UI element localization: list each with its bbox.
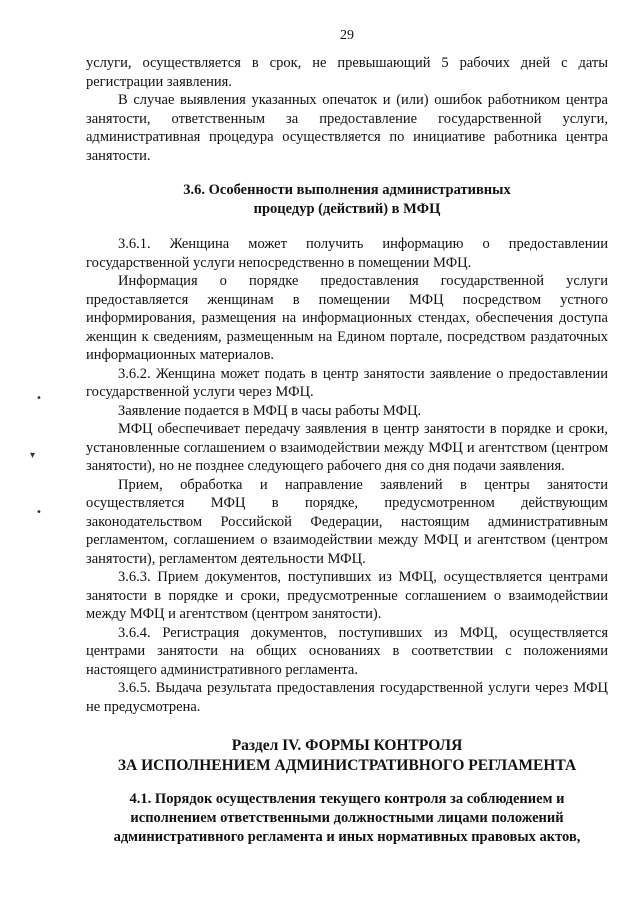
paragraph: Прием, обработка и направление заявлений в центры занятости осуществляется МФЦ в порядке, предусмотренном действующим законодательством Российской Федерации, настоящим административным регламентом, соглашением о взаимодействии между МФЦ и агентством (центром занятости), регламентом деятельности МФЦ. (86, 476, 608, 567)
margin-mark: • (36, 393, 42, 404)
paragraph: В случае выявления указанных опечаток и (или) ошибок работником центра занятости, ответственным за предоставление государственной услуги, административная процедура осуществляется по инициативе работника центра занятости. (86, 92, 608, 164)
paragraph: 3.6.5. Выдача результата предоставления государственной услуги через МФЦ не предусмотрена. (86, 680, 608, 715)
paragraph: МФЦ обеспечивает передачу заявления в центр занятости в порядке и сроки, установленные соглашением о взаимодействии между МФЦ и агентством (центром занятости), но не позднее следующего рабочего дня со дня подачи заявления. (86, 421, 608, 474)
page-number: 29 (340, 28, 354, 43)
section-title-iv (86, 736, 608, 776)
paragraph: 3.6.4. Регистрация документов, поступивших из МФЦ, осуществляется центрами занятости на общих основаниях в соответствии с положениями настоящего административного регламента. (86, 624, 608, 678)
section-title-line: Раздел IV. ФОРМЫ КОНТРОЛЯ (231, 737, 463, 754)
document-page (86, 28, 608, 847)
paragraph: Информация о порядке предоставления государственной услуги предоставляется женщинам в помещении МФЦ посредством устного информирования, размещения на информационных стендах, обеспечения доступа женщин к сведениям, размещенным на Едином портале, посредством раздаточных информационных материалов. (86, 273, 608, 363)
paragraph: 3.6.3. Прием документов, поступивших из МФЦ, осуществляется центрами занятости в порядке и сроки, предусмотренные соглашением о взаимодействии между МФЦ и агентством (центром занятости). (86, 569, 608, 622)
margin-mark: • (36, 507, 42, 518)
section-heading-3-6 (86, 181, 608, 219)
heading-line: 3.6. Особенности выполнения административных (183, 182, 511, 198)
subsection-heading-4-1 (86, 790, 608, 847)
subsection-line: 4.1. Порядок осуществления текущего контроля за соблюдением и (129, 791, 565, 807)
paragraph: 3.6.2. Женщина может подать в центр занятости заявление о предоставлении государственной услуги через МФЦ. (86, 365, 608, 400)
paragraph: 3.6.1. Женщина может получить информацию о предоставлении государственной услуги непосредственно в помещении МФЦ. (86, 236, 608, 271)
subsection-line: исполнением ответственными должностными лицами положений (130, 810, 564, 826)
paragraph: услуги, осуществляется в срок, не превышающий 5 рабочих дней с даты регистрации заявления. (86, 55, 608, 90)
margin-mark: ▾ (30, 450, 36, 461)
heading-line: процедур (действий) в МФЦ (253, 201, 441, 217)
paragraph: Заявление подается в МФЦ в часы работы МФЦ. (118, 402, 422, 419)
section-title-line: ЗА ИСПОЛНЕНИЕМ АДМИНИСТРАТИВНОГО РЕГЛАМЕНТА (117, 757, 577, 774)
subsection-line: административного регламента и иных нормативных правовых актов, (113, 829, 581, 845)
